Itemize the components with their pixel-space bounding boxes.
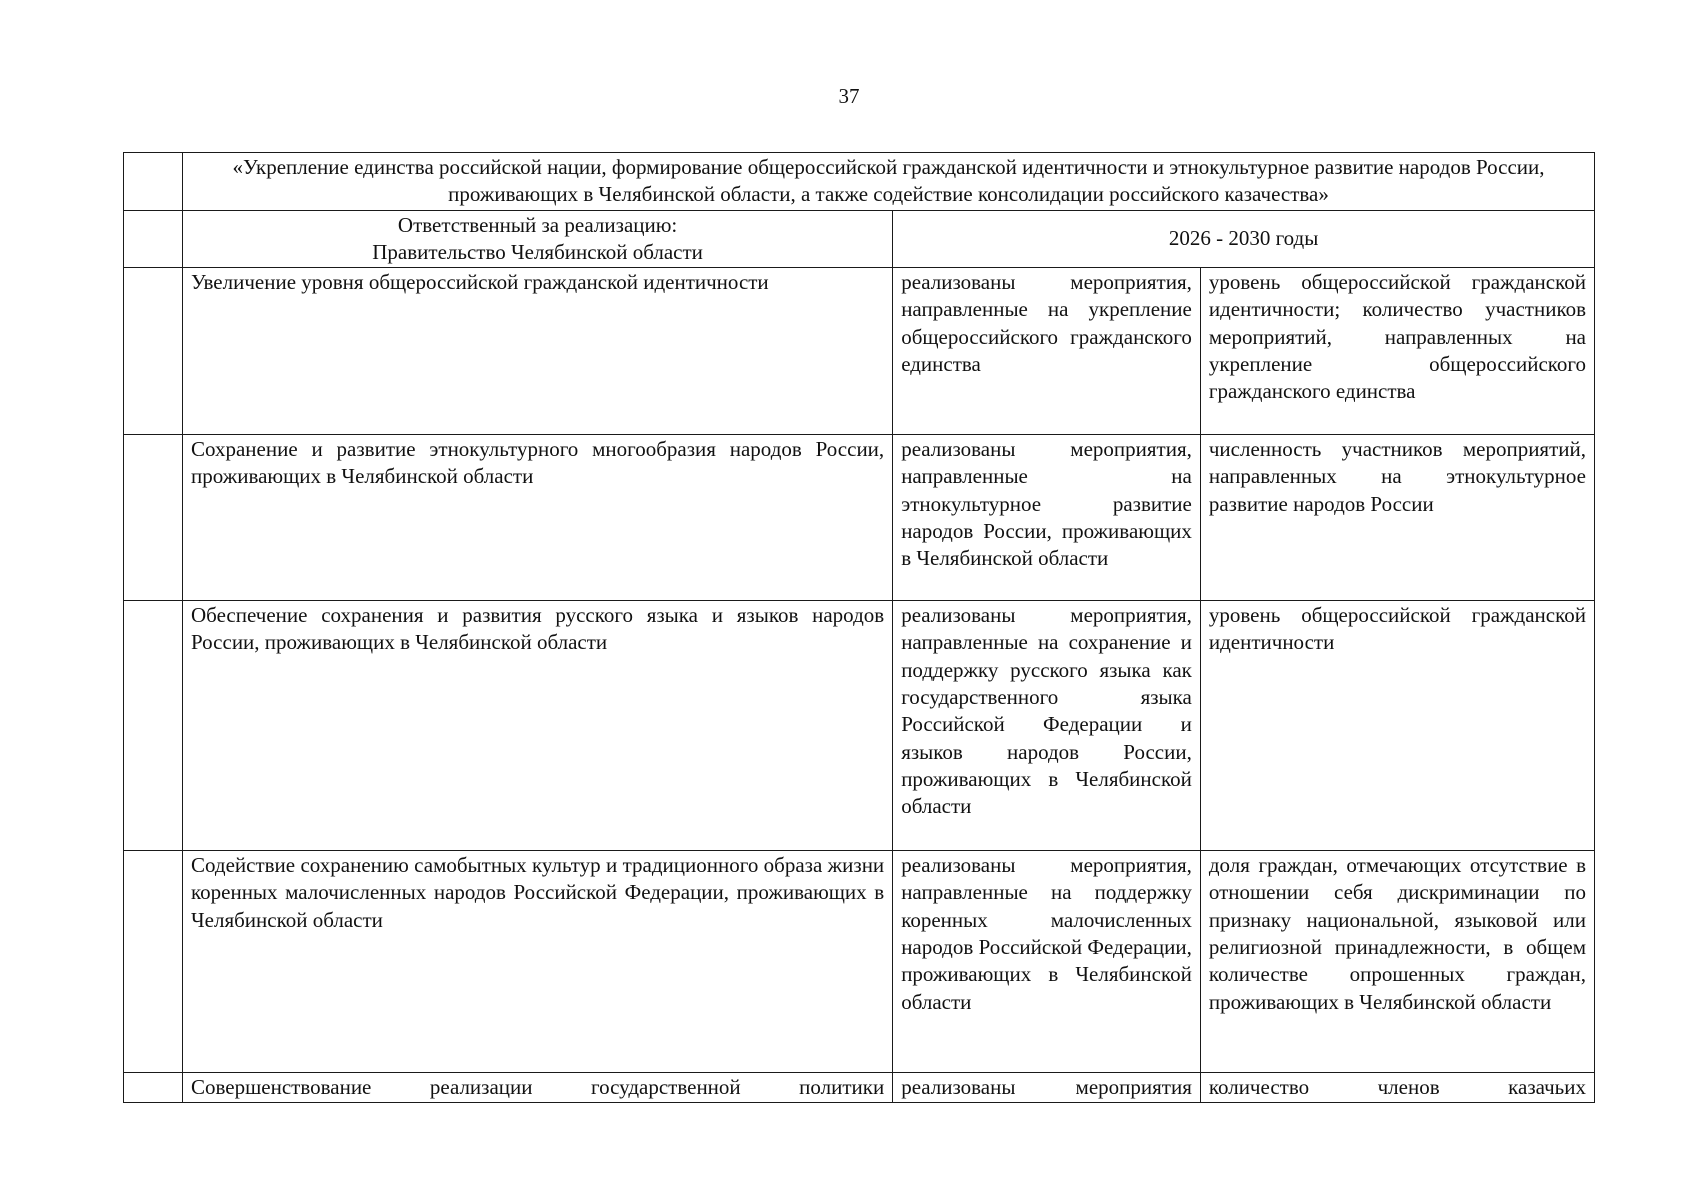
table-row-header (124, 210, 1595, 268)
result-text: реализованы мероприятия (901, 1075, 1192, 1100)
indicator-cell: уровень общероссийской гражданской идентичности; количество участников мероприятий, направленных на укрепление общероссийского гражданского единства (1200, 268, 1594, 435)
program-table (123, 152, 1595, 1103)
table-row (124, 601, 1595, 851)
table-row (124, 435, 1595, 601)
indicator-cell: уровень общероссийской гражданской идентичности (1200, 601, 1594, 851)
indicator-cell: численность участников мероприятий, направленных на этнокультурное развитие народов России (1200, 435, 1594, 601)
row-number-cell (124, 601, 183, 851)
result-cell: реализованы мероприятия, направленные на поддержку коренных малочисленных народов Российской Федерации, проживающих в Челябинской области (893, 851, 1201, 1073)
result-cell: реализованы мероприятия, направленные на сохранение и поддержку русского языка как государственного языка Российской Федерации и языков народов России, проживающих в Челябинской области (893, 601, 1201, 851)
indicator-cell (1200, 1073, 1594, 1103)
row-number-cell (124, 851, 183, 1073)
period-cell: 2026 - 2030 годы (893, 210, 1595, 268)
responsible-label: Ответственный за реализацию: (397, 212, 678, 237)
program-title: «Укрепление единства российской нации, формирование общероссийской гражданской идентичности и этнокультурное развитие народов России, проживающих в Челябинской области, а также содействие консолидации российского казачества» (183, 153, 1595, 211)
indicator-text: количество членов казачьих (1208, 1075, 1586, 1100)
row-number-cell (124, 1073, 183, 1103)
task-cell: Увеличение уровня общероссийской гражданской идентичности (183, 268, 893, 435)
table-row (124, 851, 1595, 1073)
table-row (124, 268, 1595, 435)
result-cell: реализованы мероприятия, направленные на укрепление общероссийского гражданского единства (893, 268, 1201, 435)
result-cell (893, 1073, 1201, 1103)
result-cell: реализованы мероприятия, направленные на этнокультурное развитие народов России, проживающих в Челябинской области (893, 435, 1201, 601)
table-row-title (124, 153, 1595, 211)
indicator-cell: доля граждан, отмечающих отсутствие в отношении себя дискриминации по признаку национальной, языковой или религиозной принадлежности, в общем количестве опрошенных граждан, проживающих в Челябинской области (1200, 851, 1594, 1073)
responsible-value: Правительство Челябинской области (372, 239, 703, 264)
row-number-cell (124, 210, 183, 268)
task-cell (183, 1073, 893, 1103)
task-text: Совершенствование реализации государственной политики (191, 1075, 885, 1100)
row-number-cell (124, 435, 183, 601)
row-number-cell (124, 153, 183, 211)
responsible-cell (183, 210, 893, 268)
task-cell: Содействие сохранению самобытных культур и традиционного образа жизни коренных малочисленных народов Российской Федерации, проживающих в Челябинской области (183, 851, 893, 1073)
task-cell: Сохранение и развитие этнокультурного многообразия народов России, проживающих в Челябинской области (183, 435, 893, 601)
row-number-cell (124, 268, 183, 435)
page-number: 37 (838, 84, 860, 108)
task-cell: Обеспечение сохранения и развития русского языка и языков народов России, проживающих в Челябинской области (183, 601, 893, 851)
table-row (124, 1073, 1595, 1103)
